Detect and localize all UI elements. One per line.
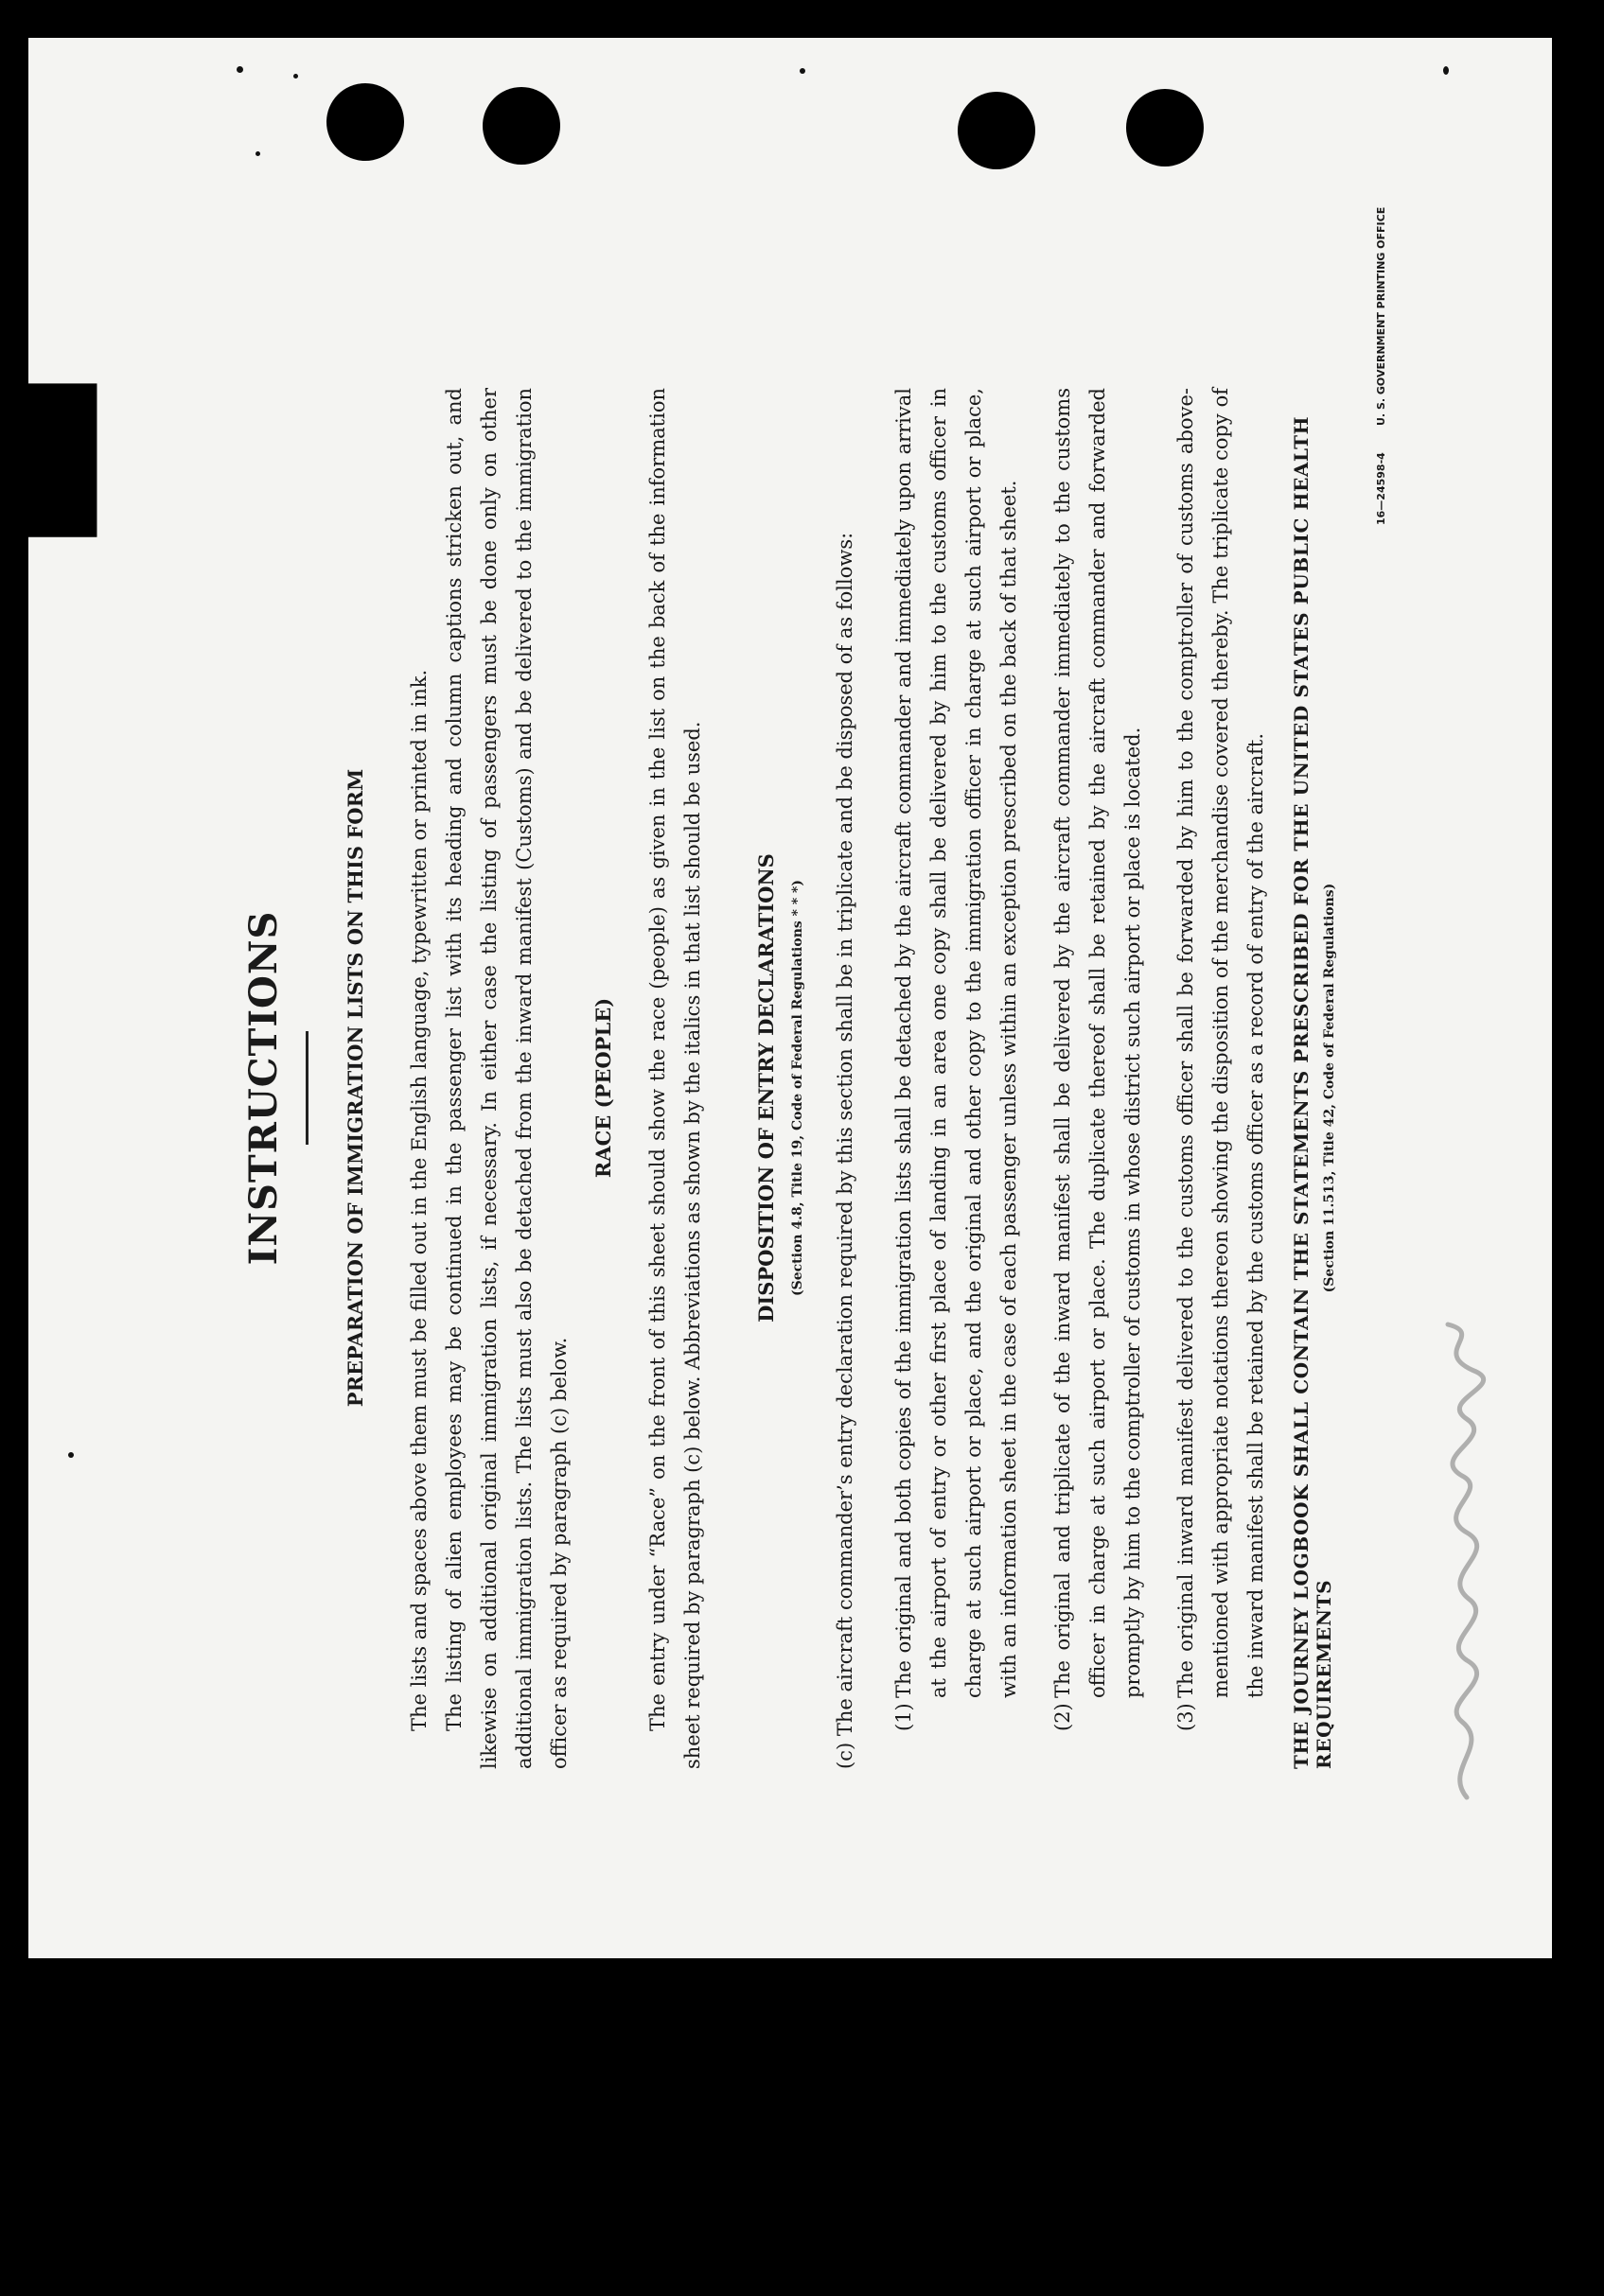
logbook-citation: (Section 11.513, Title 42, Code of Federal Regulations) <box>1322 883 1337 1293</box>
document-title: INSTRUCTIONS <box>241 910 286 1266</box>
race-paragraph: The entry under “Race” on the front of this sheet should show the race (people) as given in the list on the back of the information sheet required by paragraph (c) below. Abbreviations as shown by the italics in that list should be used. <box>646 388 704 1769</box>
disposition-intro: (c) The aircraft commander’s entry declaration required by this section shall be in triplicate and be disposed of as follows: <box>834 532 856 1769</box>
item-text: The original inward manifest delivered to the customs officer shall be forwarded by him to the comptroller of customs above-mentioned with appropriate notations thereon showing the disposition of the merchandise covered thereby. The triplicate copy of the inward manifest shall be retained by the customs officer as a record of entry of the aircraft. <box>1174 388 1267 1698</box>
item-number: (2) <box>1051 1703 1074 1731</box>
speck <box>293 74 298 79</box>
preparation-heading: PREPARATION OF IMMIGRATION LISTS ON THIS FORM <box>344 768 367 1408</box>
item-text: The original and triplicate of the inward manifest shall be delivered by the aircraft commander immediately to the customs officer in charge at such airport or place. The duplicate thereof shall be retained by the aircraft commander and forwarded promptly by him to the comptroller of customs in whose district such airport or place is located. <box>1051 388 1144 1698</box>
title-rule <box>306 1031 308 1145</box>
rotated-content <box>213 95 1387 1892</box>
form-number: 16—24598-4 <box>1375 452 1387 525</box>
speck <box>237 66 243 73</box>
item-text: The original and both copies of the immigration lists shall be detached by the aircraft commander and immediately upon arrival at the airport of entry or other first place of landing in an area one copy shall be delivered by him to the customs officer in charge at such airport or place, and the original and other copy to the immigration officer in charge at such airport or place, with an information sheet in the case of each passenger unless within an exception prescribed on the back of that sheet. <box>892 388 1020 1698</box>
preparation-paragraph-2: The listing of alien employees may be continued in the passenger list with its heading and column captions stricken out, and likewise on additional original immigration lists, if necessary. In either case the listing of passengers must be done only on other additional immigration lists. The lists must also be detached from the inward manifest (Customs) and be delivered to the immigration officer as required by paragraph (c) below. <box>443 388 571 1769</box>
disposition-citation: (Section 4.8, Title 19, Code of Federal Regulations * * *) <box>790 880 805 1296</box>
race-heading: RACE (PEOPLE) <box>591 997 615 1179</box>
handwritten-scrawl <box>1410 1315 1524 1807</box>
speck <box>800 68 805 74</box>
item-number: (3) <box>1174 1703 1197 1731</box>
printer-imprint: U. S. GOVERNMENT PRINTING OFFICE <box>1375 206 1387 426</box>
logbook-heading: THE JOURNEY LOGBOOK SHALL CONTAIN THE STATEMENTS PRESCRIBED FOR THE UNITED STATES PUBLIC HEALTH REQUIREMENTS <box>1290 415 1335 1769</box>
disposition-heading: DISPOSITION OF ENTRY DECLARATIONS <box>754 853 778 1323</box>
speck <box>68 1452 74 1458</box>
item-number: (1) <box>892 1703 915 1731</box>
preparation-paragraph-1: The lists and spaces above them must be filled out in the English language, typewritten or printed in ink. <box>408 669 431 1731</box>
speck <box>1443 66 1449 75</box>
